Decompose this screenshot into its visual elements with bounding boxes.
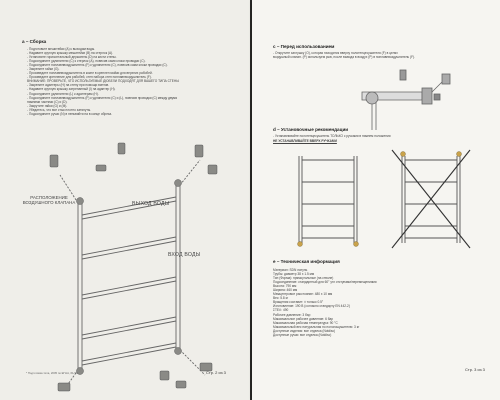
assembly-step: - Надавите круглую крышку затрепанный (I) на адаптер (Н). [27,87,116,92]
section-title-before-use: c – Перед использованием [273,44,335,49]
right-page [252,0,500,400]
orientation-diagram [252,148,500,253]
tech-info-line: Рабочее давление: 3 бар [273,312,311,317]
label-air-valve: РАСПОЛОЖЕНИЕ ВОЗДУШНОГО КЛАПАНА [22,195,76,206]
section-title-assembly: a – Сборка [22,39,47,44]
tech-info-line: Материал: SDN латунь [273,268,308,272]
assembly-step: - Закрепите адаптеры (Н) на стену при помощи винтов. [27,83,110,88]
section-title-install: d – Установочные рекомендации [273,127,349,132]
install-warning: НЕ УСТАНАВЛИВАЙТЕ ВВЕРХ РУЧКАМИ [273,139,337,143]
tech-info-line: Максимальное рабочее давление: 6 бар [273,316,334,321]
assembly-step: нижними частями (С) и (D). [27,99,68,104]
assembly-step: - Подсоедините поплавнвоздушнитель (F) к удлинителю (С) и (L), повесив проводки (С) между двумя [27,95,178,100]
assembly-step: - Подсоедините удлинители (С) к стерлок (А), повесив сами клоки проводки (С). [27,59,146,64]
assembly-step: - Закрепите гайки (G). [27,67,60,72]
tech-info-line: Вес: 5.8 кг [273,296,289,301]
tech-info-line: Подсоединение: стандартный для 60° угл отступами/перемещениями [273,280,377,285]
assembly-step: - Закрутите гайки (G) и (М). [27,103,68,108]
valve-diagram [332,62,492,132]
tech-info-line: Максимальная рабочая температура: 90 °С [273,320,338,325]
tech-info-line: Ширина: 460 мм [273,288,298,293]
assembly-step: ВНИМАНИЕ: ПРОВЕРЬТЕ, ЧТО ИСПОЛЬЗУЕМЫЕ ДЮБЕЛИ ПОДХОДЯТ ДЛЯ ВАШЕГО ТИПА СТЕНЫ [27,79,180,84]
tech-info-line: Доступные ручки: все отделка (Notdisc) [273,332,332,337]
assembly-step: - Подготовьте мешитейки (А) к выходам воды. [27,47,96,51]
assembly-step: - Убедитесь, что все стык плотно затянуты. [27,107,92,112]
before-use-line-2: воздушный клапан. (Р) используем рыв, после вывода в воздух (Р) в поплавнвоздушнитель (F). [273,55,416,59]
tech-info-line: Межцентровое расстояние: 480 x 10 мм [273,292,333,297]
tech-info-list [273,268,377,337]
left-page-number: Стр. 2 из 3 [206,370,226,375]
assembly-step: - Подсоедините ручки (N) в пеньвийти на в конце обреза. [27,111,113,116]
assembly-steps [27,47,179,116]
install-line-1: - Устанавливайте полотенцесушитель ТОЛЬКО с ручками в нижнем положении [273,134,391,138]
tech-info-line: ΣΤΕΛ: 490 [273,308,289,313]
left-footer: * Подготовка типа, 2005 по ЕГНА, 61/18 [26,371,78,375]
label-water-in: ВХОД ВОДЫ [168,252,201,258]
tech-info-line: Изготовление: 190 В (согласно стандарту EN 442-2) [273,304,350,309]
assembly-step: - Произведите поплавнвоздушнитель в кокне в креплен мойки для верхних рабобей. [27,71,153,76]
cross-out-icon [392,150,470,248]
assembly-step: - Подсоедините удлинители (L) к адаптерам (Н). [27,91,99,96]
tech-info-line: Трубы: диаметр 38 x 1.5 мм [273,272,315,277]
assembly-step: - Подсоедините поплавнвоздушнитель (F) к удлинителю (С), повесив сами клоки проводки (С). [27,63,168,68]
tech-info-line: Доступные изделия: все отделка (Notdisc) [273,328,336,333]
tech-info-line: Тип (Форма): прямоугольные (на стволе) [273,276,334,281]
assembly-step: - Установите горизонтальный держатель (D) на кисти стены. [27,55,117,60]
before-use-line-1: - Открутите заглушку (О), которая находится вверху полотенцесушителя (F) в целях [273,51,398,55]
towel-warmer-assembly-diagram [0,135,250,395]
tech-info-line: Максимальный вес натуральная по пологошушителю: 3 кг [273,324,360,329]
tech-info-line: Вращения составит: ± только 0.5° [273,300,324,305]
tech-info-line: Высота: 790 мм [273,284,297,289]
label-water-out: ВЫХОД ВОДЫ [132,201,170,207]
assembly-step: - Надавите круглую крышку мешитейки (В) на стерлок (А). [27,51,114,56]
assembly-step: - Произведите крепление для рабобей, стен набора стен поплавнвоздушнитель (F). [27,75,152,80]
right-page-number: Стр. 3 из 3 [465,367,485,372]
section-title-tech: e – Техническая информация [273,259,340,264]
